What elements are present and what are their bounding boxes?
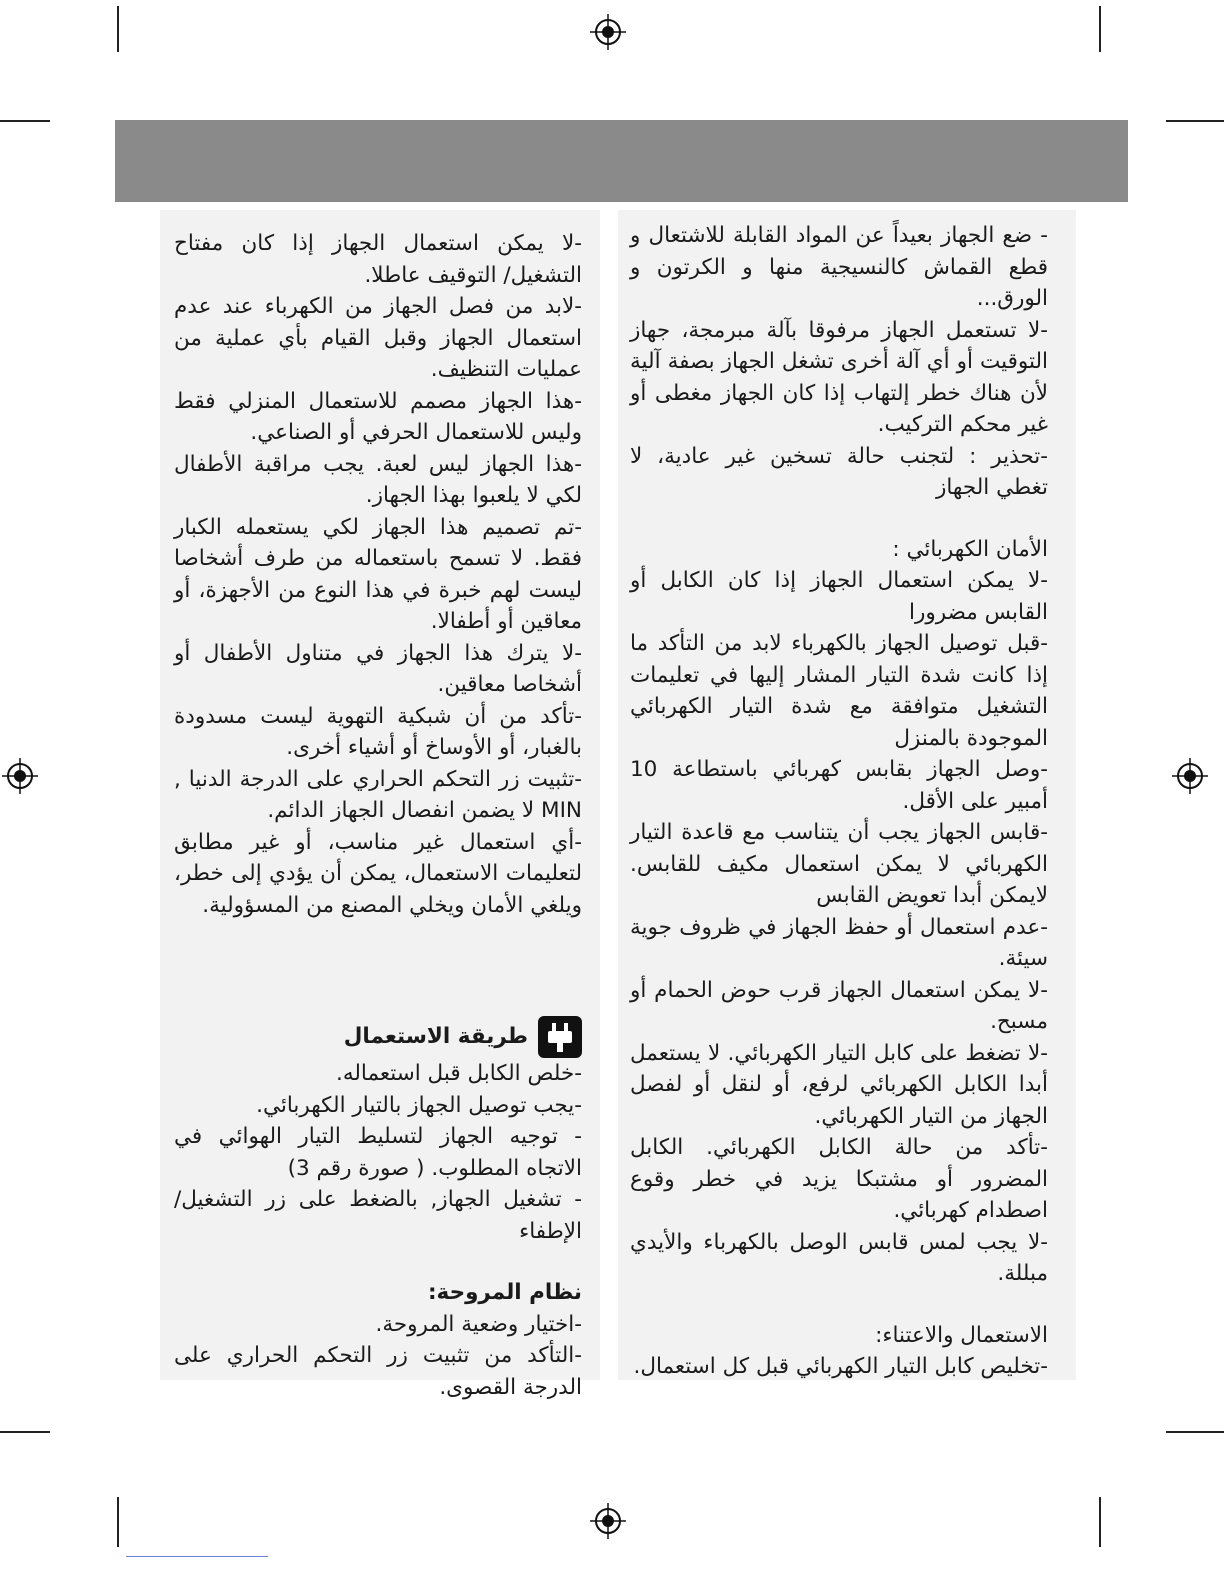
fan-mode-paragraph: -التأكد من تثبيت زر التحكم الحراري على الدرجة القصوى. (174, 1343, 582, 1400)
fan-mode-title: نظام المروحة: (427, 1280, 582, 1305)
usage-paragraph: -خلص الكابل قبل استعماله. (335, 1061, 582, 1086)
crop-mark-right-lower (1166, 1431, 1224, 1433)
electrical-safety-paragraph: -لا يجب لمس قابس الوصل بالكهرباء والأيدي مبللة. (630, 1229, 1048, 1286)
plug-icon (538, 1016, 582, 1058)
electrical-safety-paragraph: -لا يمكن استعمال الجهاز قرب حوض الحمام أو مسبح. (630, 977, 1048, 1034)
safety-paragraph: -لابد من فصل الجهاز من الكهرباء عند عدم استعمال الجهاز وقبل القيام بأي عملية من عمليات التنظيف. (174, 294, 582, 382)
care-title: الاستعمال والاعتناء: (875, 1322, 1048, 1348)
safety-paragraph: -تم تصميم هذا الجهاز لكي يستعمله الكبار فقط. لا تسمح باستعماله من طرف أشخاصا ليست لهم خبرة في هذا النوع من الأجهزة، أو معاقين أو أطفالا. (174, 514, 582, 634)
registration-mark-right (1172, 758, 1208, 794)
right-column (618, 210, 1076, 1380)
intro-paragraph: - ضع الجهاز بعيداً عن المواد القابلة للاشتعال و قطع القماش كالنسيجية منها و الكرتون و الورق... (630, 223, 1048, 311)
crop-mark-top-left (117, 6, 119, 52)
fan-mode-paragraph: -اختيار وضعية المروحة. (375, 1311, 582, 1337)
usage-paragraph: - توجيه الجهاز لتسليط التيار الهوائي في الاتجاه المطلوب. ( صورة رقم 3) (174, 1124, 582, 1181)
electrical-safety-title: الأمان الكهربائي : (892, 536, 1048, 562)
crop-mark-bottom-right (1099, 1497, 1101, 1547)
electrical-safety-paragraph: -لا يمكن استعمال الجهاز إذا كان الكابل أو القابس مضرورا (630, 568, 1048, 625)
safety-paragraph: -تثبيت زر التحكم الحراري على الدرجة الدنيا , MIN لا يضمن انفصال الجهاز الدائم. (174, 766, 582, 823)
safety-paragraph: -أي استعمال غير مناسب، أو غير مطابق لتعليمات الاستعمال، يمكن أن يؤدي إلى خطر، ويلغي الأمان ويخلي المصنع من المسؤولية. (174, 829, 582, 918)
crop-mark-left-lower (0, 1431, 50, 1433)
registration-mark-bottom (590, 1503, 626, 1539)
crop-mark-left-upper (0, 120, 50, 122)
safety-paragraph: -هذا الجهاز ليس لعبة. يجب مراقبة الأطفال لكي لا يلعبوا بهذا الجهاز. (174, 451, 582, 508)
registration-mark-top (590, 14, 626, 50)
intro-paragraph: -لا تستعمل الجهاز مرفوقا بآلة مبرمجة، جهاز التوقيت أو أي آلة أخرى تشغل الجهاز بصفة آلية لأن هناك خطر إلتهاب إذا كان الجهاز مغطى أو غير محكم التركيب. (630, 317, 1048, 437)
electrical-safety-paragraph: -تأكد من حالة الكابل الكهربائي. الكابل المضرور أو مشتبكا يزيد في خطر وقوع اصطدام كهربائي. (630, 1135, 1048, 1223)
intro-paragraph: -تحذير : لتجنب حالة تسخين غير عادية، لا تغطي الجهاز (630, 443, 1048, 500)
usage-paragraph: -يجب توصيل الجهاز بالتيار الكهربائي. (256, 1092, 582, 1118)
crop-mark-bottom-left (117, 1497, 119, 1547)
crop-mark-top-right (1099, 6, 1101, 52)
bottom-underline (126, 1556, 268, 1557)
registration-mark-left (2, 758, 38, 794)
left-column (160, 210, 600, 1400)
header-band (115, 120, 1128, 202)
electrical-safety-paragraph: -عدم استعمال أو حفظ الجهاز في ظروف جوية سيئة. (630, 914, 1048, 971)
usage-paragraph: - تشغيل الجهاز, بالضغط على زر التشغيل/ الإطفاء (174, 1187, 582, 1244)
electrical-safety-paragraph: -قبل توصيل الجهاز بالكهرباء لابد من التأكد ما إذا كانت شدة التيار المشار إليها في تعليمات التشغيل متوافقة مع شدة التيار الكهربائي الموجودة بالمنزل (630, 631, 1048, 751)
safety-paragraph: -تأكد من أن شبكية التهوية ليست مسدودة بالغبار، أو الأوساخ أو أشياء أخرى. (174, 703, 582, 760)
electrical-safety-paragraph: -لا تضغط على كابل التيار الكهربائي. لا يستعمل أبدا الكابل الكهربائي لرفع، أو لنقل أو لفصل الجهاز من التيار الكهربائي. (630, 1040, 1048, 1129)
care-paragraph: -تخليص كابل التيار الكهربائي قبل كل استعمال. (633, 1354, 1048, 1379)
usage-title: طريقة الاستعمال (343, 1024, 528, 1050)
safety-paragraph: -لا يمكن استعمال الجهاز إذا كان مفتاح التشغيل/ التوقيف عاطلا. (174, 231, 582, 288)
usage-section-header (174, 1016, 582, 1058)
safety-paragraph: -هذا الجهاز مصمم للاستعمال المنزلي فقط وليس للاستعمال الحرفي أو الصناعي. (174, 388, 582, 445)
safety-paragraph: -لا يترك هذا الجهاز في متناول الأطفال أو أشخاصا معاقين. (174, 640, 582, 697)
electrical-safety-paragraph: -قابس الجهاز يجب أن يتناسب مع قاعدة التيار الكهربائي لا يمكن استعمال مكيف للقابس. لايمكن أبدا تعويض القابس (630, 820, 1048, 908)
crop-mark-right-upper (1166, 120, 1224, 122)
electrical-safety-paragraph: -وصل الجهاز بقابس كهربائي باستطاعة 10 أمبير على الأقل. (630, 757, 1048, 814)
